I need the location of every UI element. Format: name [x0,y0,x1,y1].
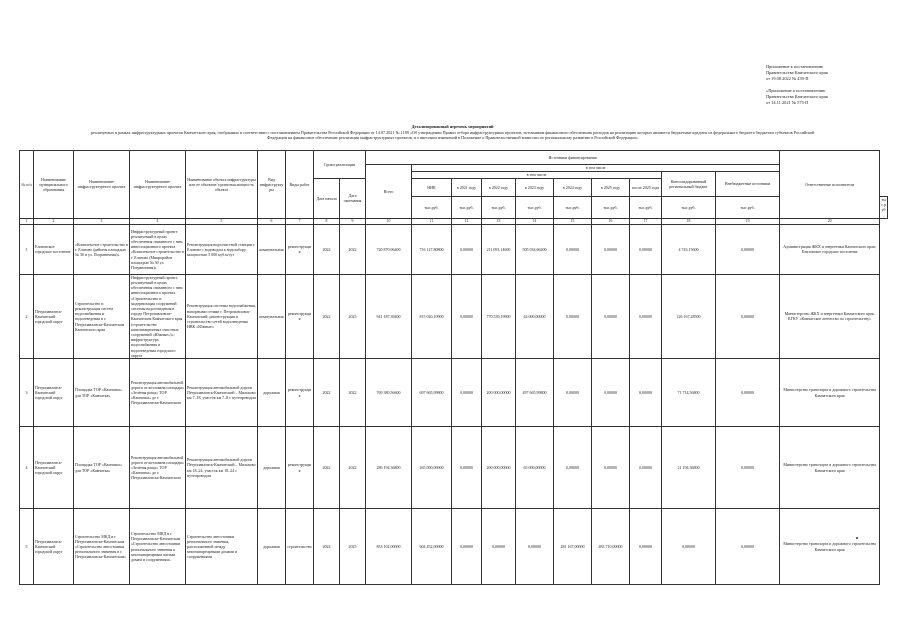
header-row-1 [20,151,888,165]
after2025-cell: 0,00000 [630,359,662,427]
regional-cell: 71 714,56800 [662,359,716,427]
header-cell: Наименование муниципального образования [34,151,74,219]
y2021-cell: 0,00000 [452,274,482,358]
infra-type-cell: дорожная [258,509,286,585]
title-line: Федерации на финансовое обеспечение реализации инфраструктурных проектов, и о внесении изменений в Положение о Правительственной комиссии по региональному развитию в Российской Федерации» [267,135,638,141]
responsible-cell: Министерство транспорта и дорожного строительства Камчатского края [780,509,880,585]
unit-cell: тыс.руб. [554,197,592,219]
infra-type-cell: коммунальная [258,274,286,358]
unit-cell: тыс.руб. [452,197,482,219]
nik-cell: 604 452,00000 [412,509,452,585]
row-number: 3 [20,359,34,427]
appendix-line: от 14.11.2021 № 575-П [766,100,809,105]
after2025-cell: 0,00000 [630,274,662,358]
works-cell: реконструкция [286,224,314,274]
col-number: 16 [592,218,630,224]
title-line: реализуемых в рамках инфраструктурных проектов Камчатского края, отобранных в соответствии с постановлением Правительства Российской Федерации от 14.07.2021 № 1189 «Об утверждении Правил отбора инфраструктурных проектов, источником финансового обеспечения расходов на реализацию которых являются бюджетные кредиты из федерального бюджета бюджетам субъектов Российской [90,129,815,135]
header-cell: № п/п [20,151,34,219]
total-cell: 286 194,36800 [366,427,412,509]
y2023-cell: 44 000,00000 [516,274,554,358]
municipality-cell: Петропавловск-Камчатский городской округ [34,509,74,585]
responsible-cell: Министерство транспорта и дорожного строительства Камчатского края [780,427,880,509]
appendix-line: «Приложение к постановлению [766,88,826,93]
header-cell: Виды работ [286,151,314,219]
header-cell: Ответственные исполнители [780,151,880,219]
y2021-cell: 0,00000 [452,427,482,509]
col-number: 11 [412,218,452,224]
project-cell: Строительство МКД в г. Петропавловске-Камчатском «Строительство автостоянки регионального значения в г. Петропавловске-Камчатском» [74,509,130,585]
works-cell: реконструкция [286,427,314,509]
object-cell: Реконструкция автомобильной дороги Петропавловск-Камчатский – Мильково км 7–18, участок км 7–8 с путепроводом [186,359,258,427]
header-cell: в 2022 году [482,179,516,197]
col-number: 9 [340,218,366,224]
end-cell: 2025 [340,509,366,585]
unit-cell: тыс.руб. [662,197,716,219]
object-cell: Реконструкция водоочистной станции г. Елизово с водоводом к водозабору, мощностью 5 000 куб.м/сут [186,224,258,274]
object-cell: Реконструкция системы водоснабжения, напорными сетями г. Петропавловск-Камчатский; реконструкция и строительство сетей водоотведения НВК «Южные» [186,274,258,358]
project-full-cell: Строительство МКД в г. Петропавловске-Камчатском «Строительство автостоянки регионального значения к многоквартирным жилым домам и сооружениям» [130,509,186,585]
col-number: 20 [780,218,880,224]
header-cell: Наименование объекта инфраструктуры или ее объектов/ проектная мощность объекта [186,151,258,219]
col-number: 4 [130,218,186,224]
table-row [20,274,888,358]
header-cell: в 2025 году [592,179,630,197]
unit-cell: тыс.руб. [630,197,662,219]
col-number: 3 [74,218,130,224]
col-number: 10 [366,218,412,224]
appendix-block [766,64,896,106]
municipality-cell: Петропавловск-Камчатский городской округ [34,359,74,427]
project-full-cell: Инфраструктурный проект: реализуемый в целях обеспечения связанного с ним инвестиционного проекта «Комплексное строительство в г. Елизово (Микрорайон площадью № 30 ул. Пограничная)» [130,224,186,274]
row-number: 2 [20,274,34,358]
start-cell: 2022 [314,427,340,509]
regional-cell: 4 743,15600 [662,224,716,274]
header-cell: в 2024 году [554,179,592,197]
unit-cell: тыс.руб. [716,197,780,219]
header-cell: Консолидированный региональный бюджет [662,172,716,197]
total-cell: 853 102,00000 [366,509,412,585]
project-full-cell: Реконструкция автомобильной дороги от котлована площадки «Зелёная роща» ТОР «Камчатка» до г. Петропавловска-Камчатского [130,427,186,509]
y2023-cell: 0,00000 [516,509,554,585]
y2021-cell: 0,00000 [452,359,482,427]
y2022-cell: 0,00000 [482,509,516,585]
infra-type-cell: дорожная [258,359,286,427]
table-row [20,427,888,509]
infra-type-cell: дорожная [258,427,286,509]
y2024-cell: 0,00000 [554,359,592,427]
works-cell: строительство [286,509,314,585]
extrabudget-cell: 0,00000 [716,509,780,585]
regional-cell: 21 194,36800 [662,427,716,509]
col-number: 7 [286,218,314,224]
after2025-cell: 0,00000 [630,224,662,274]
document-title [20,124,885,141]
y2024-cell: 0,00000 [554,224,592,274]
header-cell: Источники финансирования [366,151,780,165]
y2024-cell: 0,00000 [554,274,592,358]
start-cell: 2024 [314,509,340,585]
col-number: 5 [186,218,258,224]
y2025-cell: 0,00000 [592,427,630,509]
header-cell: НИК [412,179,452,197]
project-cell: Площадка ТОР «Камчатка» для ТОР «Камчатка» [74,427,130,509]
total-cell: 769 380,56600 [366,359,412,427]
nik-cell: 716 127,80800 [412,224,452,274]
unit-cell: тыс.руб. [592,197,630,219]
header-cell: Сроки реализации [314,151,366,179]
header-cell: Наименование инфраструктурного проекта [74,151,130,219]
col-number: 18 [662,218,716,224]
unit-cell: тыс.руб. [516,197,554,219]
end-cell: 2022 [340,427,366,509]
works-cell: реконструкция [286,274,314,358]
y2022-cell: 200 000,00000 [482,359,516,427]
col-number: 17 [630,218,662,224]
nik-cell: 265 000,00000 [412,427,452,509]
header-cell: в том числе [412,172,662,179]
nik-cell: 815 020,10900 [412,274,452,358]
header-cell: в том числе [412,165,780,172]
col-number: 12 [452,218,482,224]
header-cell: Внебюджетные источники [716,172,780,197]
appendix-line: Правительства Камчатского края [766,70,828,75]
header-cell: Дата начала [314,179,340,219]
y2025-cell: 0,00000 [592,274,630,358]
row-number: 1 [20,224,34,274]
table-row [20,359,888,427]
y2022-cell: 770 539,19900 [482,274,516,358]
works-cell: реконструкция [286,359,314,427]
extrabudget-cell: 0,00000 [716,427,780,509]
col-number: 19 [716,218,780,224]
row-number: 5 [20,509,34,585]
project-cell: «Комплексное строительство в г. Елизово (районы площадью № 30 и ул. Пограничная)» [74,224,130,274]
y2021-cell: 0,00000 [452,509,482,585]
col-number: 8 [314,218,340,224]
object-cell: Строительство автостоянки регионального значения, расположенной между многоквартирными домами и сооружениями [186,509,258,585]
municipality-cell: Петропавловск-Камчатский городской округ [34,274,74,358]
unit-cell: тыс.руб. [881,197,886,218]
nik-cell: 697 665,99800 [412,359,452,427]
row-number: 4 [20,427,34,509]
infra-type-cell: коммунальная [258,224,286,274]
header-cell: в 2023 году [516,179,554,197]
project-full-cell: Реконструкция автомобильной дороги от котлована площадки «Зелёная роща» ТОР «Камчатка» до г. Петропавловска-Камчатского [130,359,186,427]
y2023-cell: 505 034,66200 [516,224,554,274]
end-cell: 2022 [340,224,366,274]
municipality-cell: Петропавловск-Камчатский городской округ [34,427,74,509]
start-cell: 2022 [314,274,340,358]
header-cell: в 2021 году [452,179,482,197]
end-cell: 2022 [340,359,366,427]
title-line: Детализированный перечень мероприятий [411,124,494,129]
appendix-line: от 19.08.2022 № 439-П [766,76,809,81]
start-cell: 2022 [314,359,340,427]
unit-cell: тыс.руб. [412,197,452,219]
project-cell: Площадка ТОР «Камчатка» для ТОР «Камчатка» [74,359,130,427]
header-cell: Вид инфраструктуры [258,151,286,219]
project-full-cell: Инфраструктурный проект, реализуемый в целях обеспечения связанного с ним инвестиционного проекта «Строительство и модернизация сооружений системы водоотведения в городе Петропавловске-Камчатском Камчатского края (строительство канализационных очистных сооружений «Южные»)»; инфраструктура водоснабжения и водоотведения городского округа [130,274,186,358]
y2021-cell: 0,00000 [452,224,482,274]
projects-table [19,150,888,585]
page-mark [856,537,858,539]
end-cell: 2025 [340,274,366,358]
total-cell: 941 187,39400 [366,274,412,358]
after2025-cell: 0,00000 [630,427,662,509]
unit-cell: тыс.руб. [482,197,516,219]
y2024-cell: 281 167,00000 [554,509,592,585]
y2025-cell: 0,00000 [592,359,630,427]
table-row [20,509,888,585]
y2023-cell: 65 000,00000 [516,427,554,509]
responsible-cell: Администрация ЖКХ и энергетики Камчатского края; Елизовское городское поселение [780,224,880,274]
y2022-cell: 211 093,14600 [482,224,516,274]
regional-cell: 126 167,28500 [662,274,716,358]
after2025-cell: 0,00000 [630,509,662,585]
regional-cell: 0,00000 [662,509,716,585]
header-cell: Наименование инфраструктурного проекта [130,151,186,219]
municipality-cell: Елизовское городское поселение [34,224,74,274]
y2022-cell: 200 000,00000 [482,427,516,509]
col-number: 6 [258,218,286,224]
appendix-line: Приложение к постановлению [766,64,824,69]
header-cell: после 2025 года [630,179,662,197]
project-cell: Строительство и реконструкция систем водоснабжения и водоотведения в г. Петропавловске-Камчатском Камчатского края [74,274,130,358]
total-cell: 720 870,96400 [366,224,412,274]
col-number: 2 [34,218,74,224]
header-cell: Всего [366,165,412,219]
y2023-cell: 497 665,99800 [516,359,554,427]
table-row [20,224,888,274]
col-number: 15 [554,218,592,224]
extrabudget-cell: 0,00000 [716,274,780,358]
responsible-cell: Министерство ЖКХ и энергетики Камчатского края, КГКУ «Камчатское агентство по строительству» [780,274,880,358]
y2025-cell: 0,00000 [592,224,630,274]
object-cell: Реконструкция автомобильной дороги Петропавловск-Камчатский – Мильково км 18–24, участок км 18–24 с путепроводом [186,427,258,509]
extrabudget-cell: 0,00000 [716,224,780,274]
header-cell: Дата окончания [340,179,366,219]
appendix-line: Правительства Камчатского края [766,94,828,99]
responsible-cell: Министерство транспорта и дорожного строительства Камчатского края [780,359,880,427]
col-number: 13 [482,218,516,224]
col-number: 1 [20,218,34,224]
y2024-cell: 0,00000 [554,427,592,509]
col-number: 14 [516,218,554,224]
y2025-cell: 483 710,00000 [592,509,630,585]
start-cell: 2022 [314,224,340,274]
extrabudget-cell: 0,00000 [716,359,780,427]
